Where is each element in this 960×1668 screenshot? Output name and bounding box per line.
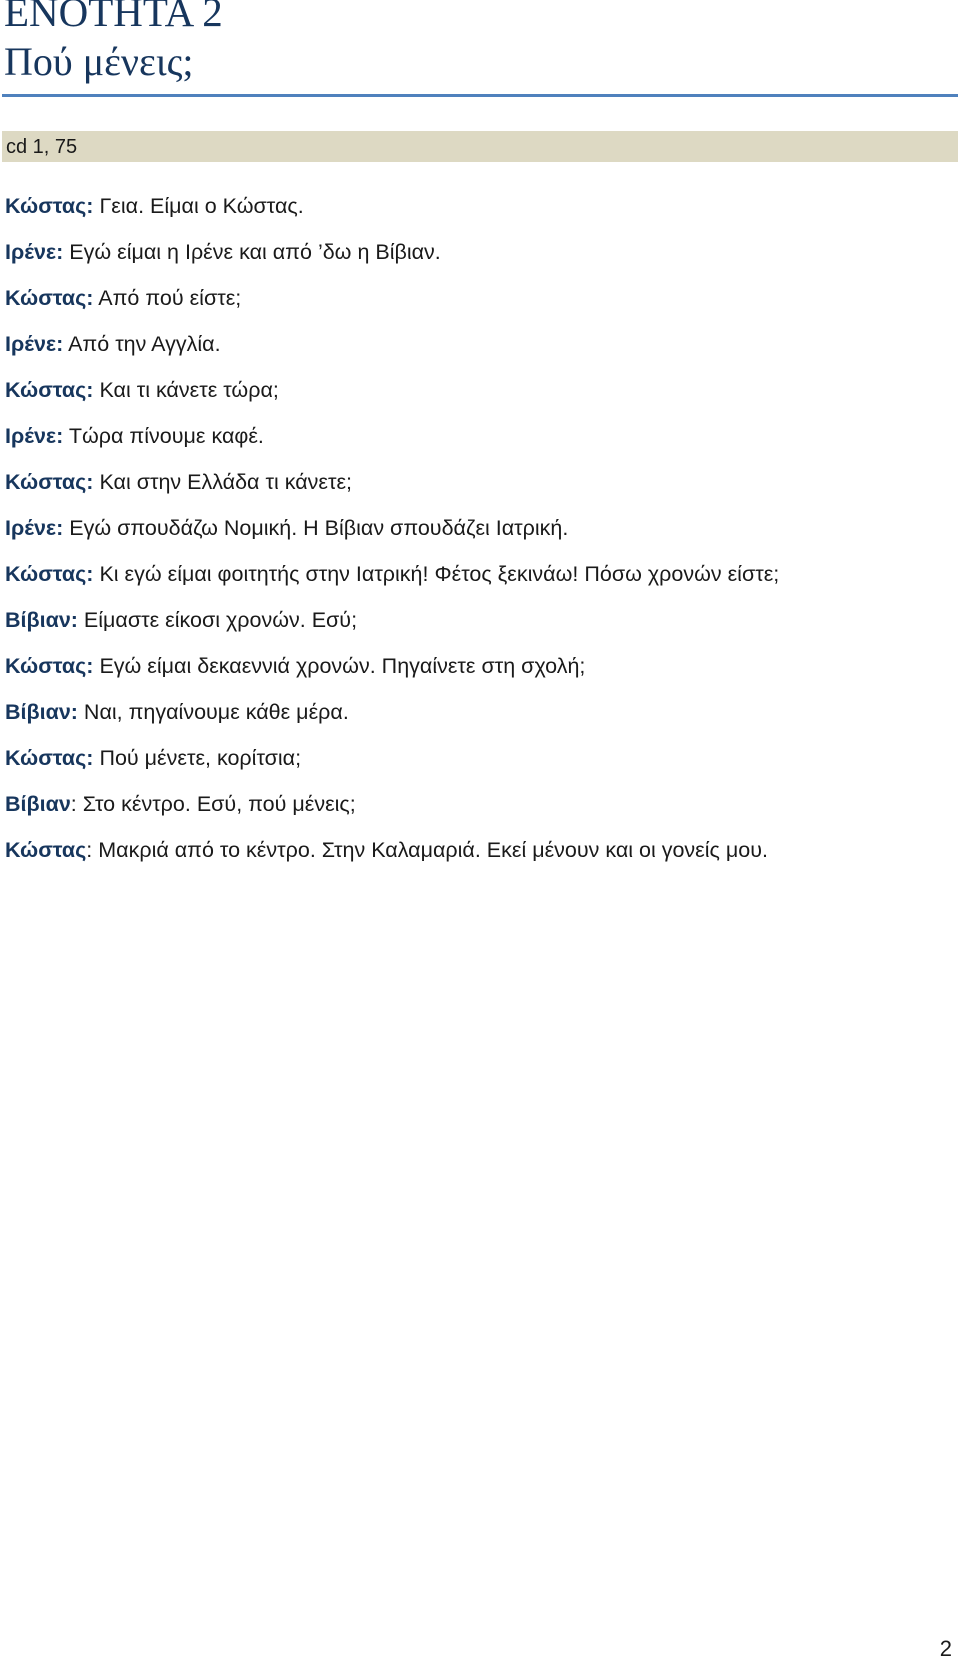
speech-text: Ναι, πηγαίνουμε κάθε μέρα. xyxy=(77,700,349,724)
speech-text: Εγώ είμαι δεκαεννιά χρονών. Πηγαίνετε στη σχολή; xyxy=(93,654,586,678)
speaker-name: Κώστας: xyxy=(5,194,94,218)
speaker-name: Βίβιαν: xyxy=(5,700,78,724)
dialogue-line xyxy=(5,745,955,791)
lesson-title: Πού μένεις; xyxy=(4,39,194,84)
dialogue-line xyxy=(5,837,955,883)
speaker-name: Κώστας: xyxy=(5,286,94,310)
speaker-name: Κώστας xyxy=(5,838,87,862)
speech-text: Και στην Ελλάδα τι κάνετε; xyxy=(93,470,353,494)
speaker-name: Βίβιαν xyxy=(5,792,71,816)
dialogue-line xyxy=(5,377,955,423)
speech-text: Τώρα πίνουμε καφέ. xyxy=(63,424,264,448)
speaker-name: Κώστας: xyxy=(5,470,94,494)
dialogue-line xyxy=(5,699,955,745)
dialogue-line xyxy=(5,791,955,837)
speaker-name: Βίβιαν: xyxy=(5,608,78,632)
speech-text: : Στο κέντρο. Εσύ, πού μένεις; xyxy=(70,792,356,816)
dialogue-line xyxy=(5,469,955,515)
speaker-name: Ιρένε: xyxy=(5,332,64,356)
speech-text: Εγώ σπουδάζω Νομική. Η Βίβιαν σπουδάζει Ιατρική. xyxy=(63,516,569,540)
speaker-name: Ιρένε: xyxy=(5,240,64,264)
dialogue-line xyxy=(5,423,955,469)
dialogue xyxy=(5,193,955,883)
speech-text: Κι εγώ είμαι φοιτητής στην Ιατρική! Φέτος ξεκινάω! Πόσω χρονών είστε; xyxy=(93,562,780,586)
audio-track-bar xyxy=(2,131,958,162)
speech-text: Από πού είστε; xyxy=(93,286,242,310)
dialogue-line xyxy=(5,331,955,377)
speaker-name: Κώστας: xyxy=(5,746,94,770)
speaker-name: Ιρένε: xyxy=(5,424,64,448)
speech-text: Από την Αγγλία. xyxy=(63,332,221,356)
dialogue-line xyxy=(5,561,955,607)
speech-text: : Μακριά από το κέντρο. Στην Καλαμαριά. Εκεί μένουν και οι γονείς μου. xyxy=(86,838,768,862)
speech-text: Γεια. Είμαι ο Κώστας. xyxy=(93,194,304,218)
dialogue-line xyxy=(5,285,955,331)
speaker-name: Κώστας: xyxy=(5,654,94,678)
dialogue-line xyxy=(5,193,955,239)
speech-text: Πού μένετε, κορίτσια; xyxy=(93,746,302,770)
speech-text: Είμαστε είκοσι χρονών. Εσύ; xyxy=(77,608,358,632)
page-number: 2 xyxy=(939,1636,952,1661)
dialogue-line xyxy=(5,607,955,653)
unit-title: ΕΝΟΤΗΤΑ 2 xyxy=(4,0,223,35)
audio-track-label: cd 1, 75 xyxy=(6,136,78,158)
speaker-name: Ιρένε: xyxy=(5,516,64,540)
speech-text: Και τι κάνετε τώρα; xyxy=(93,378,279,402)
speaker-name: Κώστας: xyxy=(5,378,94,402)
dialogue-line xyxy=(5,653,955,699)
dialogue-line xyxy=(5,239,955,285)
speech-text: Εγώ είμαι η Ιρένε και από ’δω η Βίβιαν. xyxy=(63,240,441,264)
title-divider xyxy=(2,94,958,97)
dialogue-line xyxy=(5,515,955,561)
speaker-name: Κώστας: xyxy=(5,562,94,586)
